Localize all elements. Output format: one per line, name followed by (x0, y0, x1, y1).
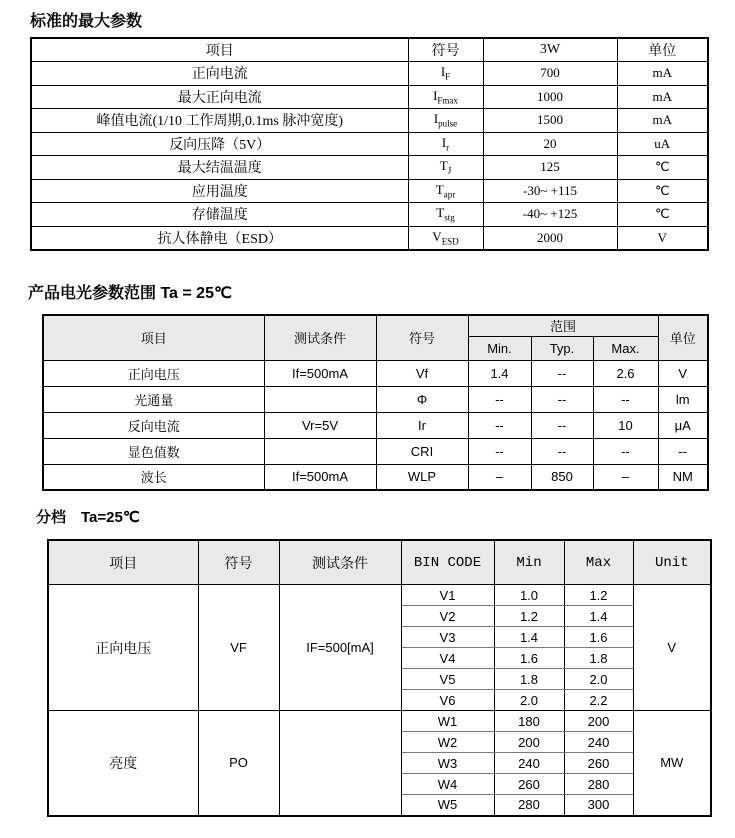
column-header-unit: 单位 (658, 315, 708, 360)
symbol-cell: $I_r$ (408, 132, 483, 156)
max-cell: -- (593, 438, 658, 464)
min-cell: 240 (494, 753, 564, 774)
condition-cell (264, 386, 376, 412)
symbol-cell: $I_{Fmax}$ (408, 85, 483, 109)
condition-cell: IF=500[mA] (279, 585, 401, 711)
max-cell: 1.4 (564, 606, 633, 627)
column-header-min: Min. (468, 336, 531, 360)
value-cell: 2000 (483, 226, 617, 250)
typ-cell: -- (531, 412, 593, 438)
item-cell: 光通量 (43, 386, 264, 412)
bin-code-cell: W2 (401, 732, 494, 753)
value-cell: -40~ +125 (483, 203, 617, 227)
item-cell: 抗人体静电（ESD） (31, 226, 408, 250)
max-cell: 1.2 (564, 585, 633, 606)
column-header-item: 项目 (48, 540, 198, 585)
condition-cell (279, 711, 401, 816)
item-cell: 峰值电流(1/10 工作周期,0.1ms 脉冲宽度) (31, 109, 408, 133)
table-header-row (48, 540, 711, 585)
min-cell: 2.0 (494, 690, 564, 711)
item-cell: 应用温度 (31, 179, 408, 203)
table-row (43, 360, 708, 386)
min-cell: 1.4 (494, 627, 564, 648)
unit-cell: mA (617, 85, 708, 109)
bin-row (48, 585, 711, 606)
table-row (43, 438, 708, 464)
condition-cell: If=500mA (264, 360, 376, 386)
item-cell: 反向压降（5V） (31, 132, 408, 156)
symbol-cell: Vf (376, 360, 468, 386)
table-row (31, 132, 708, 156)
column-header-min: Min (494, 540, 564, 585)
max-cell: 200 (564, 711, 633, 732)
value-cell: 700 (483, 62, 617, 86)
table-header-row (43, 315, 708, 336)
column-header-max: Max. (593, 336, 658, 360)
max-cell: 2.6 (593, 360, 658, 386)
max-cell: 1.6 (564, 627, 633, 648)
symbol-cell: $I_F$ (408, 62, 483, 86)
value-cell: -30~ +115 (483, 179, 617, 203)
max-cell: 280 (564, 774, 633, 795)
max-ratings-table (30, 37, 709, 251)
typ-cell: 850 (531, 464, 593, 490)
column-header-bin-code: BIN CODE (401, 540, 494, 585)
column-header-typ: Typ. (531, 336, 593, 360)
symbol-cell: WLP (376, 464, 468, 490)
item-cell: 正向电压 (48, 585, 198, 711)
unit-cell: lm (658, 386, 708, 412)
min-cell: 280 (494, 795, 564, 816)
item-cell: 正向电压 (43, 360, 264, 386)
bin-code-cell: V1 (401, 585, 494, 606)
column-header-value: 3W (483, 38, 617, 62)
condition-cell: Vr=5V (264, 412, 376, 438)
table-header-row (31, 38, 708, 62)
bin-code-cell: V6 (401, 690, 494, 711)
column-header-symbol: 符号 (198, 540, 279, 585)
min-cell: 1.8 (494, 669, 564, 690)
unit-cell: uA (617, 132, 708, 156)
table-row (31, 62, 708, 86)
bin-code-cell: V2 (401, 606, 494, 627)
item-cell: 显色值数 (43, 438, 264, 464)
symbol-cell: $T_J$ (408, 156, 483, 180)
unit-cell: mA (617, 109, 708, 133)
min-cell: 260 (494, 774, 564, 795)
unit-cell: V (658, 360, 708, 386)
max-cell: 240 (564, 732, 633, 753)
column-header-condition: 测试条件 (264, 315, 376, 360)
table-row (43, 464, 708, 490)
binning-table (47, 539, 712, 817)
max-cell: -- (593, 386, 658, 412)
bin-code-cell: W3 (401, 753, 494, 774)
table-row (31, 226, 708, 250)
item-cell: 亮度 (48, 711, 198, 816)
item-cell: 存储温度 (31, 203, 408, 227)
typ-cell: -- (531, 438, 593, 464)
symbol-cell: $I_{pulse}$ (408, 109, 483, 133)
column-header-condition: 测试条件 (279, 540, 401, 585)
unit-cell: ℃ (617, 203, 708, 227)
bin-code-cell: V5 (401, 669, 494, 690)
table-row (43, 412, 708, 438)
min-cell: 1.0 (494, 585, 564, 606)
bin-code-cell: W1 (401, 711, 494, 732)
unit-cell: μA (658, 412, 708, 438)
typ-cell: -- (531, 360, 593, 386)
min-cell: 1.2 (494, 606, 564, 627)
value-cell: 1000 (483, 85, 617, 109)
max-cell: 260 (564, 753, 633, 774)
table-row (31, 203, 708, 227)
unit-cell: NM (658, 464, 708, 490)
bin-code-cell: W4 (401, 774, 494, 795)
column-header-range: 范围 (468, 315, 658, 336)
min-cell: -- (468, 438, 531, 464)
max-cell: 2.0 (564, 669, 633, 690)
max-cell: 2.2 (564, 690, 633, 711)
unit-cell: mA (617, 62, 708, 86)
min-cell: 180 (494, 711, 564, 732)
item-cell: 最大结温温度 (31, 156, 408, 180)
min-cell: – (468, 464, 531, 490)
symbol-cell: $T_{apr}$ (408, 179, 483, 203)
column-header-symbol: 符号 (376, 315, 468, 360)
item-cell: 最大正向电流 (31, 85, 408, 109)
table-row (31, 85, 708, 109)
value-cell: 20 (483, 132, 617, 156)
max-cell: – (593, 464, 658, 490)
bin-code-cell: V3 (401, 627, 494, 648)
condition-cell: If=500mA (264, 464, 376, 490)
column-header-unit: Unit (633, 540, 711, 585)
item-cell: 正向电流 (31, 62, 408, 86)
min-cell: 1.6 (494, 648, 564, 669)
section-heading-max-params: 标准的最大参数 (30, 13, 143, 30)
electro-optical-table (42, 314, 709, 491)
unit-cell: V (633, 585, 711, 711)
section-heading-binning: 分档 Ta=25℃ (36, 509, 140, 526)
symbol-cell: Ir (376, 412, 468, 438)
symbol-cell: $V_{ESD}$ (408, 226, 483, 250)
section-heading-electro-optical: 产品电光参数范围 Ta = 25℃ (28, 285, 232, 302)
unit-cell: V (617, 226, 708, 250)
symbol-cell: VF (198, 585, 279, 711)
column-header-unit: 单位 (617, 38, 708, 62)
value-cell: 1500 (483, 109, 617, 133)
unit-cell: ℃ (617, 156, 708, 180)
bin-code-cell: W5 (401, 795, 494, 816)
value-cell: 125 (483, 156, 617, 180)
table-row (31, 109, 708, 133)
typ-cell: -- (531, 386, 593, 412)
symbol-cell: CRI (376, 438, 468, 464)
column-header-item: 项目 (31, 38, 408, 62)
table-row (31, 179, 708, 203)
min-cell: 1.4 (468, 360, 531, 386)
unit-cell: ℃ (617, 179, 708, 203)
max-cell: 1.8 (564, 648, 633, 669)
symbol-cell: Φ (376, 386, 468, 412)
column-header-symbol: 符号 (408, 38, 483, 62)
max-cell: 300 (564, 795, 633, 816)
table-row (31, 156, 708, 180)
min-cell: 200 (494, 732, 564, 753)
condition-cell (264, 438, 376, 464)
column-header-max: Max (564, 540, 633, 585)
table-row (43, 386, 708, 412)
symbol-cell: $T_{stg}$ (408, 203, 483, 227)
column-header-item: 项目 (43, 315, 264, 360)
bin-code-cell: V4 (401, 648, 494, 669)
item-cell: 波长 (43, 464, 264, 490)
unit-cell: MW (633, 711, 711, 816)
symbol-cell: PO (198, 711, 279, 816)
min-cell: -- (468, 412, 531, 438)
item-cell: 反向电流 (43, 412, 264, 438)
bin-row (48, 711, 711, 732)
max-cell: 10 (593, 412, 658, 438)
min-cell: -- (468, 386, 531, 412)
unit-cell: -- (658, 438, 708, 464)
